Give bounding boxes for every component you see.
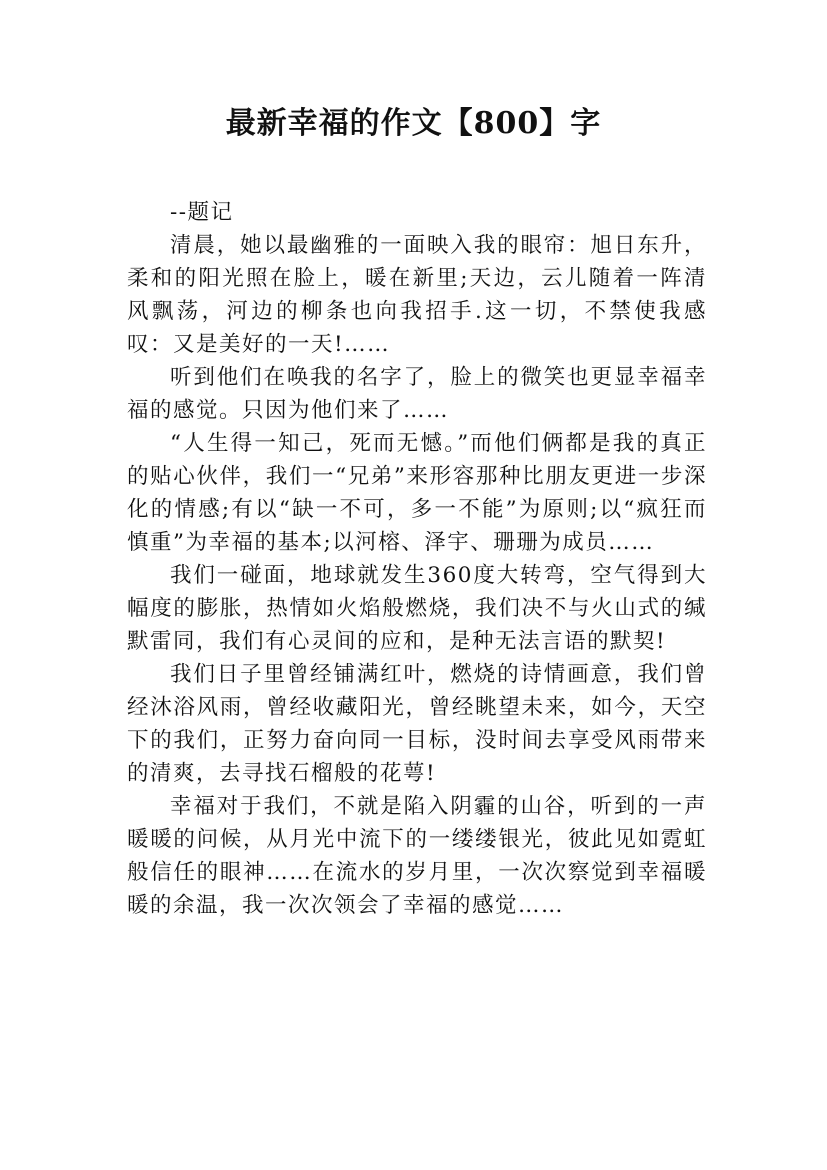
document-title: 最新幸福的作文【800】字	[225, 106, 602, 141]
paragraph: 我们日子里曾经铺满红叶，燃烧的诗情画意，我们曾经沐浴风雨，曾经收藏阳光，曾经眺望未来，如今，天空下的我们，正努力奋向同一目标，没时间去享受风雨带来的清爽，去寻找石榴般的花萼!	[127, 662, 707, 786]
paragraph: “人生得一知己，死而无憾。”而他们俩都是我的真正的贴心伙伴，我们一“兄弟”来形容那种比朋友更进一步深化的情感;有以“缺一不可，多一不能”为原则;以“疯狂而慎重”为幸福的基本;以河榕、泽宇、珊珊为成员……	[127, 431, 707, 555]
paragraph: 清晨，她以最幽雅的一面映入我的眼帘：旭日东升，柔和的阳光照在脸上，暖在新里;天边，云儿随着一阵清风飘荡，河边的柳条也向我招手.这一切，不禁使我感叹：又是美好的一天!……	[127, 233, 707, 357]
epigraph-paragraph: --题记	[170, 200, 234, 225]
paragraph: 听到他们在唤我的名字了，脸上的微笑也更显幸福幸福的感觉。只因为他们来了……	[127, 365, 707, 423]
document-body	[127, 196, 707, 922]
paragraph: 幸福对于我们，不就是陷入阴霾的山谷，听到的一声暖暖的问候，从月光中流下的一缕缕银光，彼此见如霓虹般信任的眼神……在流水的岁月里，一次次察觉到幸福暖暖的余温，我一次次领会了幸福的感觉……	[127, 794, 707, 918]
paragraph: 我们一碰面，地球就发生360度大转弯，空气得到大幅度的膨胀，热情如火焰般燃烧，我们决不与火山式的缄默雷同，我们有心灵间的应和，是种无法言语的默契!	[127, 563, 707, 654]
